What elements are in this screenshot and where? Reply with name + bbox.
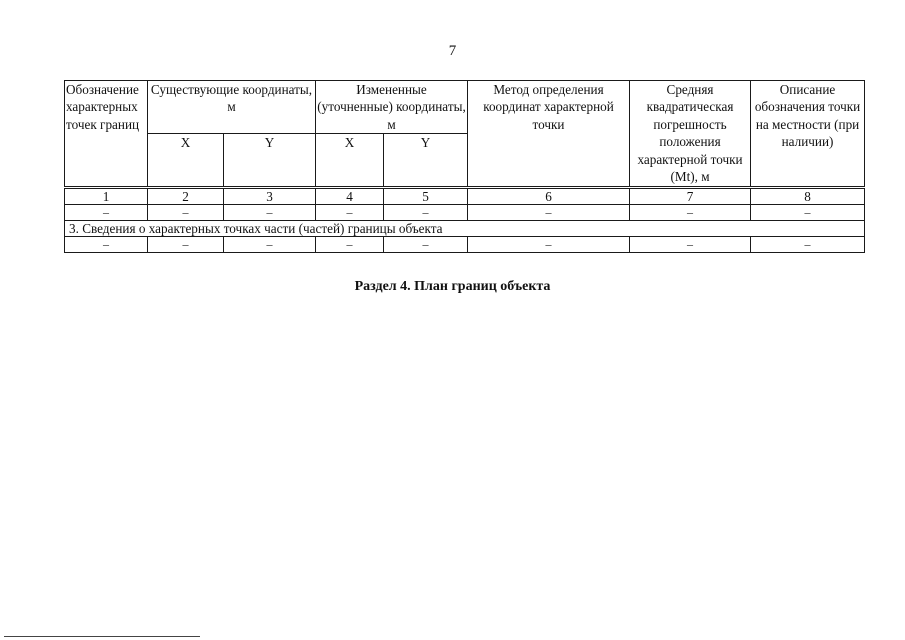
table-cell: – — [65, 237, 148, 253]
header-point-description: Описание обозначения точки на местности (при наличии) — [751, 81, 865, 188]
table-cell: – — [751, 205, 865, 221]
section-3-heading: 3. Сведения о характерных точках части (частей) границы объекта — [65, 221, 865, 237]
header-method: Метод определения координат характерной точки — [468, 81, 630, 188]
table-cell: – — [65, 205, 148, 221]
table-cell: – — [384, 205, 468, 221]
column-number: 4 — [316, 188, 384, 205]
table-row — [65, 205, 865, 221]
table-cell: – — [468, 205, 630, 221]
header-changed-coordinates: Измененные (уточненные) координаты, м — [317, 82, 466, 132]
header-point-designation: Обозначение характерных точек границ — [65, 81, 148, 188]
table-cell: – — [224, 205, 316, 221]
table-cell: – — [384, 237, 468, 253]
table-cell: – — [316, 205, 384, 221]
header-row-main — [65, 81, 865, 134]
column-number-row — [65, 188, 865, 205]
column-number: 3 — [224, 188, 316, 205]
column-number: 1 — [65, 188, 148, 205]
table-cell: – — [148, 205, 224, 221]
header-existing-coordinates: Существующие координаты, м — [148, 81, 316, 134]
table-cell: – — [630, 205, 751, 221]
table-row — [65, 237, 865, 253]
column-number: 8 — [751, 188, 865, 205]
section-4-title: Раздел 4. План границ объекта — [354, 279, 551, 294]
column-number: 6 — [468, 188, 630, 205]
column-number: 2 — [148, 188, 224, 205]
header-changed-x: X — [316, 134, 384, 188]
table-cell: – — [224, 237, 316, 253]
table-cell: – — [751, 237, 865, 253]
header-existing-y: Y — [224, 134, 316, 188]
table-cell: – — [316, 237, 384, 253]
column-number: 5 — [384, 188, 468, 205]
page-number: 7 — [448, 43, 457, 59]
footnote-separator-line — [4, 636, 200, 637]
header-existing-x: X — [148, 134, 224, 188]
table-cell: – — [630, 237, 751, 253]
table-cell: – — [468, 237, 630, 253]
header-mean-square-error: Средняя квадратическая погрешность положения характерной точки (Mt), м — [630, 81, 751, 188]
boundary-points-table — [64, 80, 865, 253]
column-number: 7 — [630, 188, 751, 205]
header-changed-y: Y — [384, 134, 468, 188]
table-cell: – — [148, 237, 224, 253]
section-3-row — [65, 221, 865, 237]
